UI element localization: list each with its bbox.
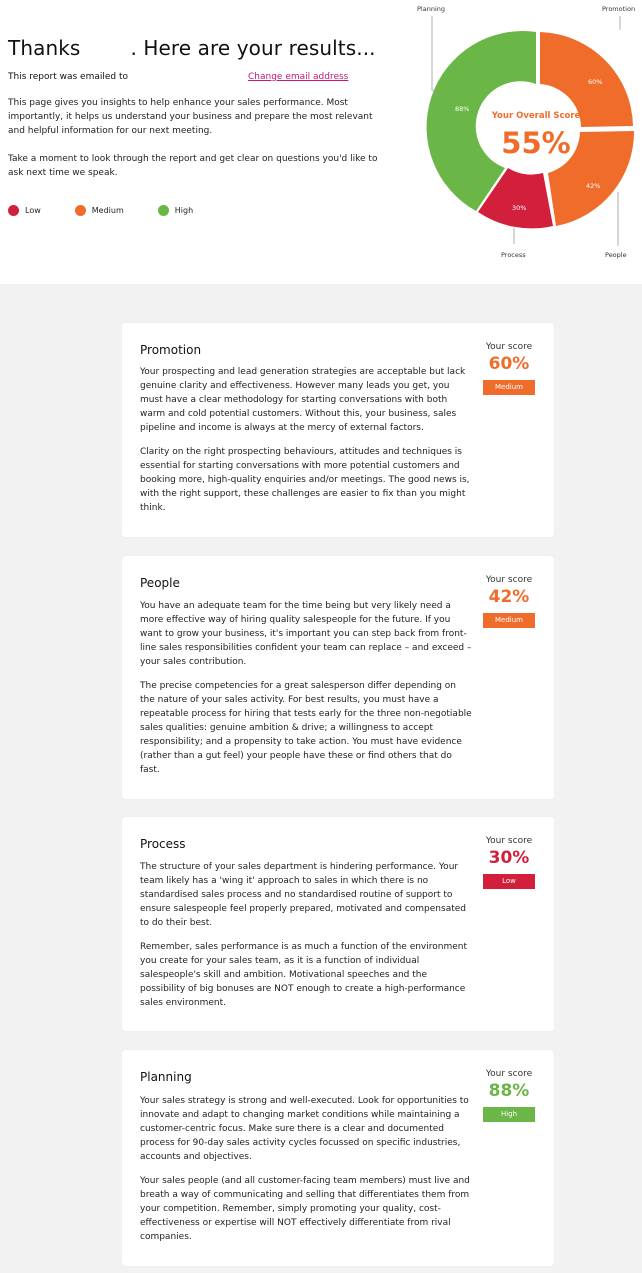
score-legend (8, 205, 227, 216)
score-label: Your score (485, 836, 533, 846)
label-process: Process (501, 251, 526, 259)
card-paragraph: The structure of your sales department is hindering performance. Your team likely has a 'wing it' approach to sales in which there is no standardised sales process and no standardised routine of support to ensure salespeople feel properly prepared, motivated and compensated to do their best. (140, 862, 466, 928)
legend-dot-medium (75, 205, 86, 216)
value-planning: 88% (455, 105, 470, 113)
intro-paragraph: This page gives you insights to help enhance your sales performance. Most importantly, it helps us understand your business and prepare the most relevant and helpful information for our next meeting. (8, 98, 373, 136)
label-planning: Planning (417, 5, 445, 13)
score-box (478, 1069, 540, 1122)
category-card-people (122, 556, 554, 799)
card-body (140, 599, 472, 787)
card-paragraph: Your prospecting and lead generation strategies are acceptable but lack genuine clarity and effectiveness. However many leads you get, you must have a clear methodology for starting conversations with both warm and cold potential customers. Without this, your business, sales pipeline and income is always at the mercy of external factors. (140, 367, 466, 433)
score-label: Your score (485, 342, 533, 352)
card-paragraph: Remember, sales performance is as much a function of the environment you create for your sales team, as it is a function of individual salespeople's skill and ambition. Motivational speeches and the possibility of big bonuses are NOT enough to create a high-performance sales environment. (140, 942, 468, 1008)
legend-item-high (158, 205, 193, 216)
title-start: Thanks (8, 36, 81, 60)
legend-label: High (174, 206, 194, 215)
score-label: Your score (485, 575, 533, 585)
score-value: 30% (488, 848, 530, 868)
score-box (478, 836, 540, 889)
overall-score-label: Your Overall Score (491, 111, 581, 121)
card-paragraph: Your sales people (and all customer-facing team members) must live and breath a way of communicating and selling that differentiates them from your competition. Remember, simply promoting your quality, cost-effectiveness or expertise will NOT effectively differentiate from rival companies. (140, 1176, 470, 1242)
score-label: Your score (485, 1069, 533, 1079)
title-end: . Here are your results... (130, 36, 376, 60)
card-paragraph: You have an adequate team for the time being but very likely need a more effective way of hiring quality salespeople for the future. If you want to grow your business, it's important you can step back from front-line sales responsibilities confident your team can replace – and exceed – your sales contribution. (140, 601, 472, 667)
value-promotion: 60% (588, 78, 603, 86)
card-paragraph: Your sales strategy is strong and well-executed. Look for opportunities to innovate and adapt to changing market conditions while maintaining a customer-centric focus. Make sure there is a clear and documented process for 90-day sales activity cycles focussed on specific industries, accounts and objectives. (140, 1096, 469, 1162)
results-header-section (0, 0, 642, 284)
overall-score-donut-chart (400, 0, 642, 270)
level-badge: Medium (483, 613, 535, 628)
score-box (478, 342, 540, 395)
level-badge: Medium (483, 380, 535, 395)
legend-dot-low (8, 205, 19, 216)
card-title: People (140, 576, 180, 590)
intro-paragraph-2: Take a moment to look through the report and get clear on questions you'd like to ask next time we speak. (8, 154, 378, 178)
card-title: Process (140, 837, 186, 851)
card-paragraph: The precise competencies for a great salesperson differ depending on the nature of your sales activity. For best results, you must have a repeatable process for hiring that tests early for the three non-negotiable sales qualities: genuine ambition & drive; a willingness to accept responsibility; and a propensity to take action. You must have evidence (rather than a gut feel) your people have these or find others that do fast. (140, 681, 472, 775)
label-people: People (605, 251, 627, 259)
score-value: 88% (488, 1081, 530, 1101)
score-box (478, 575, 540, 628)
card-title: Planning (140, 1070, 192, 1084)
email-prefix: This report was emailed to (8, 72, 128, 82)
score-value: 60% (488, 354, 530, 374)
legend-label: Medium (91, 206, 124, 215)
legend-item-medium (75, 205, 124, 216)
card-paragraph: Clarity on the right prospecting behaviours, attitudes and techniques is essential for starting conversations with more potential customers and booking more, high-quality enquiries and/or meetings. The good news is, with the right support, these challenges are easier to fix than you might think. (140, 447, 470, 513)
legend-dot-high (158, 205, 169, 216)
legend-label: Low (25, 206, 41, 215)
label-promotion: Promotion (602, 5, 636, 13)
email-notice (8, 72, 348, 82)
card-body (140, 365, 472, 525)
score-value: 42% (488, 587, 530, 607)
overall-score-value: 55% (501, 126, 571, 160)
category-card-planning (122, 1050, 554, 1266)
value-people: 42% (586, 182, 601, 190)
legend-item-low (8, 205, 41, 216)
card-title: Promotion (140, 343, 202, 357)
category-card-promotion (122, 323, 554, 537)
card-body (140, 1094, 472, 1254)
page-title (8, 36, 376, 60)
category-card-process (122, 817, 554, 1031)
level-badge: Low (483, 874, 535, 889)
change-email-link[interactable]: Change email address (248, 72, 349, 82)
value-process: 30% (512, 204, 527, 212)
level-badge: High (483, 1107, 535, 1122)
card-body (140, 860, 472, 1020)
